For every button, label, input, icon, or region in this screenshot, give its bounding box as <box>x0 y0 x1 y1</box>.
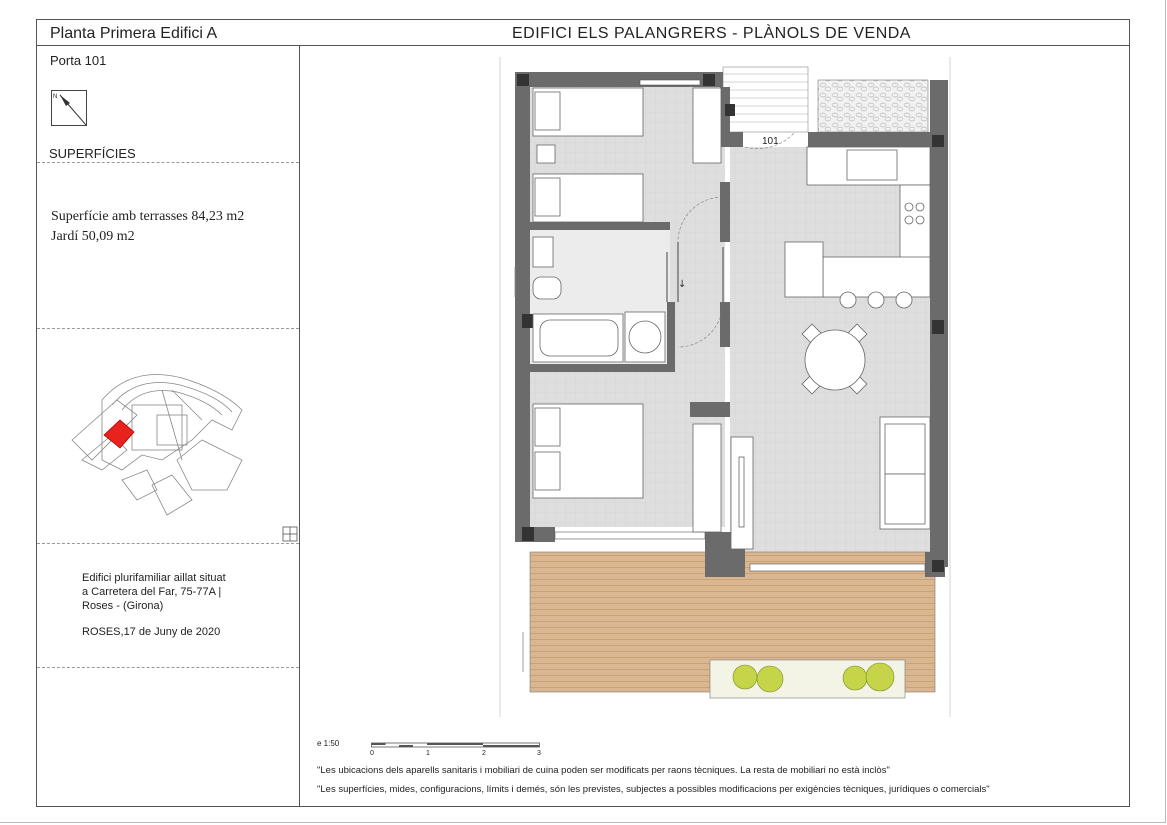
note-surfaces: "Les superfícies, mides, configuracions, límits i demés, són les previstes, subjectes a possibles modificacions per exigències tècniques, jurídiques o comercials" <box>317 784 990 795</box>
sidebar-divider <box>299 45 300 807</box>
grid-marker-icon <box>281 525 299 543</box>
north-letter: N <box>53 94 58 100</box>
scale-bar <box>371 741 546 755</box>
address-line-2: a Carretera del Far, 75-77A | <box>82 586 222 598</box>
gravel-patio <box>818 80 928 132</box>
sidebar-divider-1 <box>37 162 299 163</box>
scale-tick-1: 1 <box>426 750 430 757</box>
address-line-1: Edifici plurifamiliar aillat situat <box>82 572 226 584</box>
surface-terraces: Superfície amb terrasses 84,23 m2 <box>51 209 245 224</box>
site-plan-map <box>62 360 262 530</box>
scale-tick-2: 2 <box>482 750 486 757</box>
note-sanitary: "Les ubicacions dels aparells sanitaris i mobiliari de cuina poden ser modificats per raons tècniques. La resta de mobiliari no està inclòs" <box>317 765 890 776</box>
door-label: Porta 101 <box>50 53 107 68</box>
dining-table <box>802 324 867 394</box>
unit-number: 101 <box>762 136 779 147</box>
scale-tick-0: 0 <box>370 750 374 757</box>
scale-tick-3: 3 <box>537 750 541 757</box>
floor-plan <box>495 52 955 722</box>
sidebar-divider-2 <box>37 328 299 329</box>
entry-stairs <box>723 67 808 132</box>
address-line-3: Roses - (Girona) <box>82 600 164 612</box>
tv-unit <box>731 437 753 549</box>
sofa <box>880 417 930 529</box>
svg-text:↓: ↓ <box>678 279 687 290</box>
date-line: ROSES,17 de Juny de 2020 <box>82 626 221 638</box>
title-divider <box>37 45 1129 46</box>
surface-garden: Jardí 50,09 m2 <box>51 229 135 244</box>
page-title: EDIFICI ELS PALANGRERS - PLÀNOLS DE VENDA <box>512 25 911 42</box>
sidebar-divider-3 <box>37 543 299 544</box>
north-arrow-icon <box>51 90 87 126</box>
surfaces-heading: SUPERFÍCIES <box>49 146 136 161</box>
scale-label: e 1:50 <box>317 739 340 748</box>
floor-title: Planta Primera Edifici A <box>50 25 218 42</box>
sidebar-divider-4 <box>37 667 299 668</box>
